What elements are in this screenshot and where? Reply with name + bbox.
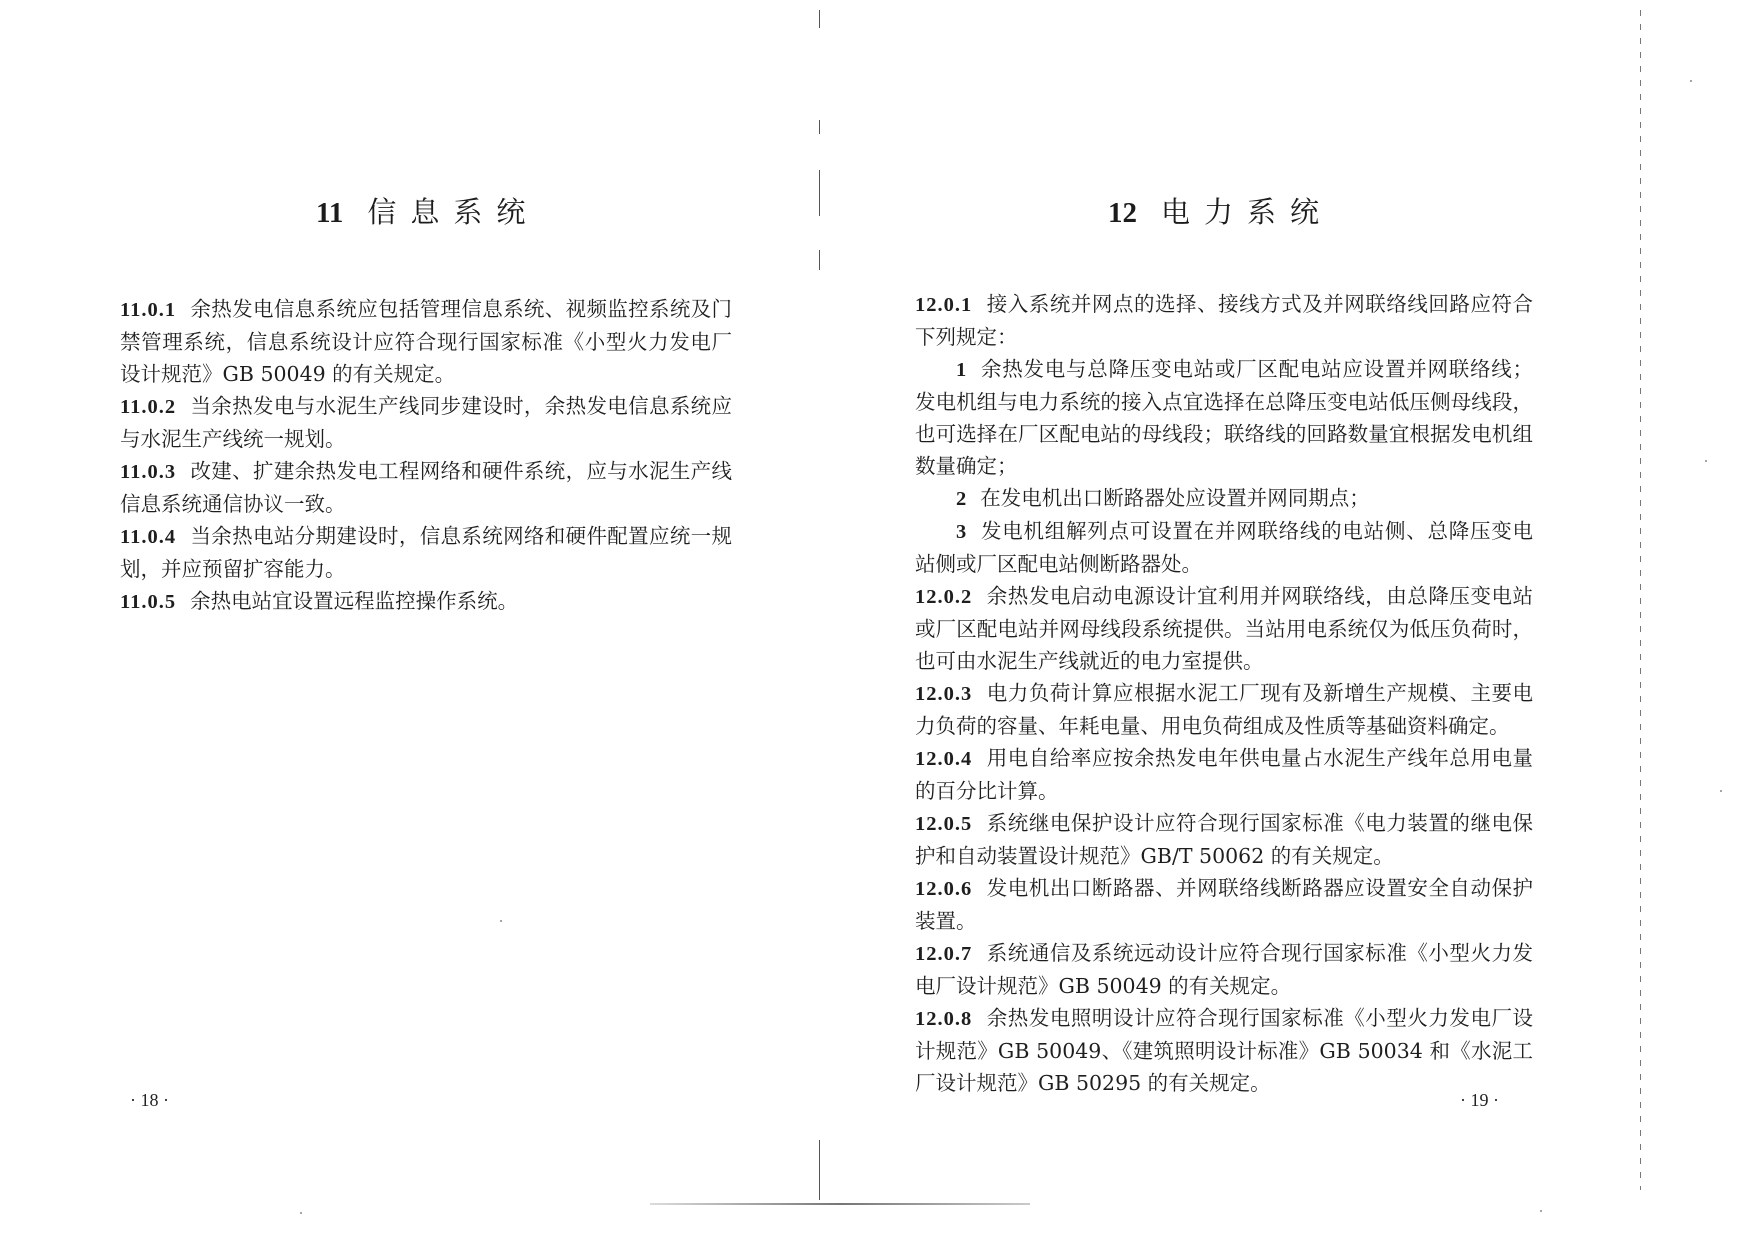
clause-number: 12.0.4: [915, 748, 973, 770]
clause-number: 12.0.5: [915, 813, 973, 835]
clause-text: 余热电站宜设置远程监控操作系统。: [190, 589, 519, 613]
item-text: 在发电机出口断路器处应设置并网同期点；: [980, 486, 1370, 510]
scan-speck: [1540, 1210, 1542, 1212]
gutter-line: [819, 10, 820, 28]
clause: [915, 677, 1533, 742]
clause: [120, 585, 732, 618]
clause-number: 12.0.3: [915, 683, 973, 705]
clause-text: 用电自给率应按余热发电年供电量占水泥生产线年总用电量的百分比计算。: [915, 746, 1533, 803]
clause-text: 当余热发电与水泥生产线同步建设时，余热发电信息系统应与水泥生产线统一规划。: [120, 394, 732, 451]
clause: [915, 288, 1533, 353]
left-page: [0, 0, 820, 1241]
item-number: 1: [956, 359, 967, 381]
clause-item: [915, 353, 1533, 482]
clause: [915, 937, 1533, 1002]
clause: [120, 390, 732, 455]
clause-text: 当余热电站分期建设时，信息系统网络和硬件配置应统一规划，并应预留扩容能力。: [120, 524, 732, 581]
clause: [120, 455, 732, 520]
chapter-11-title: [316, 190, 539, 231]
clause-number: 11.0.2: [120, 396, 177, 418]
clause: [915, 580, 1533, 677]
clause: [915, 807, 1533, 872]
bottom-scan-line: [650, 1203, 1030, 1205]
clause-number: 11.0.3: [120, 461, 177, 483]
gutter-line: [819, 170, 820, 216]
gutter-line: [819, 120, 820, 134]
right-edge-line: [1640, 10, 1641, 1190]
left-clauses: [120, 293, 732, 618]
page-number: · 18 ·: [130, 1090, 169, 1110]
clause-number: 12.0.2: [915, 586, 973, 608]
chapter-title-text: 信息系统: [367, 195, 540, 229]
clause-item: [915, 482, 1533, 515]
clause-text: 发电机出口断路器、并网联络线断路器应设置安全自动保护装置。: [915, 876, 1533, 933]
chapter-title-text: 电力系统: [1161, 195, 1334, 229]
item-text: 发电机组解列点可设置在并网联络线的电站侧、总降压变电站侧或厂区配电站侧断路器处。: [915, 519, 1533, 576]
clause: [915, 872, 1533, 937]
clause: [915, 1002, 1533, 1099]
clause-text: 余热发电启动电源设计宜利用并网联络线，由总降压变电站或厂区配电站并网母线段系统提供。当站用电系统仅为低压负荷时，也可由水泥生产线就近的电力室提供。: [915, 584, 1533, 673]
scan-speck: [300, 1212, 302, 1214]
item-number: 2: [956, 488, 967, 510]
clause-text: 电力负荷计算应根据水泥工厂现有及新增生产规模、主要电力负荷的容量、年耗电量、用电负荷组成及性质等基础资料确定。: [915, 681, 1533, 738]
clause-text: 余热发电照明设计应符合现行国家标准《小型火力发电厂设计规范》GB 50049、《建筑照明设计标准》GB 50034 和《水泥工厂设计规范》GB 50295 的有关规定。: [915, 1006, 1533, 1095]
item-number: 3: [956, 521, 967, 543]
page-number: · 19 ·: [1460, 1090, 1499, 1110]
gutter-line: [819, 1140, 820, 1200]
clause: [915, 742, 1533, 807]
scan-speck: [1705, 460, 1707, 462]
right-page: [820, 0, 1756, 1241]
clause-number: 11.0.5: [120, 591, 177, 613]
scan-speck: [500, 920, 502, 922]
scan-speck: [1720, 790, 1722, 792]
clause-text: 系统通信及系统远动设计应符合现行国家标准《小型火力发电厂设计规范》GB 50049 的有关规定。: [915, 941, 1533, 998]
clause-number: 12.0.6: [915, 878, 973, 900]
gutter-line: [819, 250, 820, 270]
clause-number: 11.0.1: [120, 299, 177, 321]
clause: [120, 293, 732, 390]
clause-text: 接入系统并网点的选择、接线方式及并网联络线回路应符合下列规定：: [915, 292, 1533, 349]
clause-number: 12.0.8: [915, 1008, 973, 1030]
item-text: 余热发电与总降压变电站或厂区配电站应设置并网联络线；发电机组与电力系统的接入点宜选择在总降压变电站低压侧母线段，也可选择在厂区配电站的母线段；联络线的回路数量宜根据发电机组数量确定；: [915, 357, 1533, 478]
clause-text: 系统继电保护设计应符合现行国家标准《电力装置的继电保护和自动装置设计规范》GB/T 50062 的有关规定。: [915, 811, 1533, 868]
chapter-number: 12: [1108, 197, 1137, 229]
clause-number: 12.0.7: [915, 943, 973, 965]
clause-text: 改建、扩建余热发电工程网络和硬件系统，应与水泥生产线信息系统通信协议一致。: [120, 459, 732, 516]
chapter-number: 11: [316, 197, 344, 229]
clause-item: [915, 515, 1533, 580]
scan-speck: [1690, 80, 1692, 82]
clause-number: 12.0.1: [915, 294, 973, 316]
clause-text: 余热发电信息系统应包括管理信息系统、视频监控系统及门禁管理系统，信息系统设计应符合现行国家标准《小型火力发电厂设计规范》GB 50049 的有关规定。: [120, 297, 732, 386]
chapter-12-title: [1108, 190, 1333, 231]
clause-number: 11.0.4: [120, 526, 177, 548]
right-clauses: [915, 288, 1533, 1099]
clause: [120, 520, 732, 585]
